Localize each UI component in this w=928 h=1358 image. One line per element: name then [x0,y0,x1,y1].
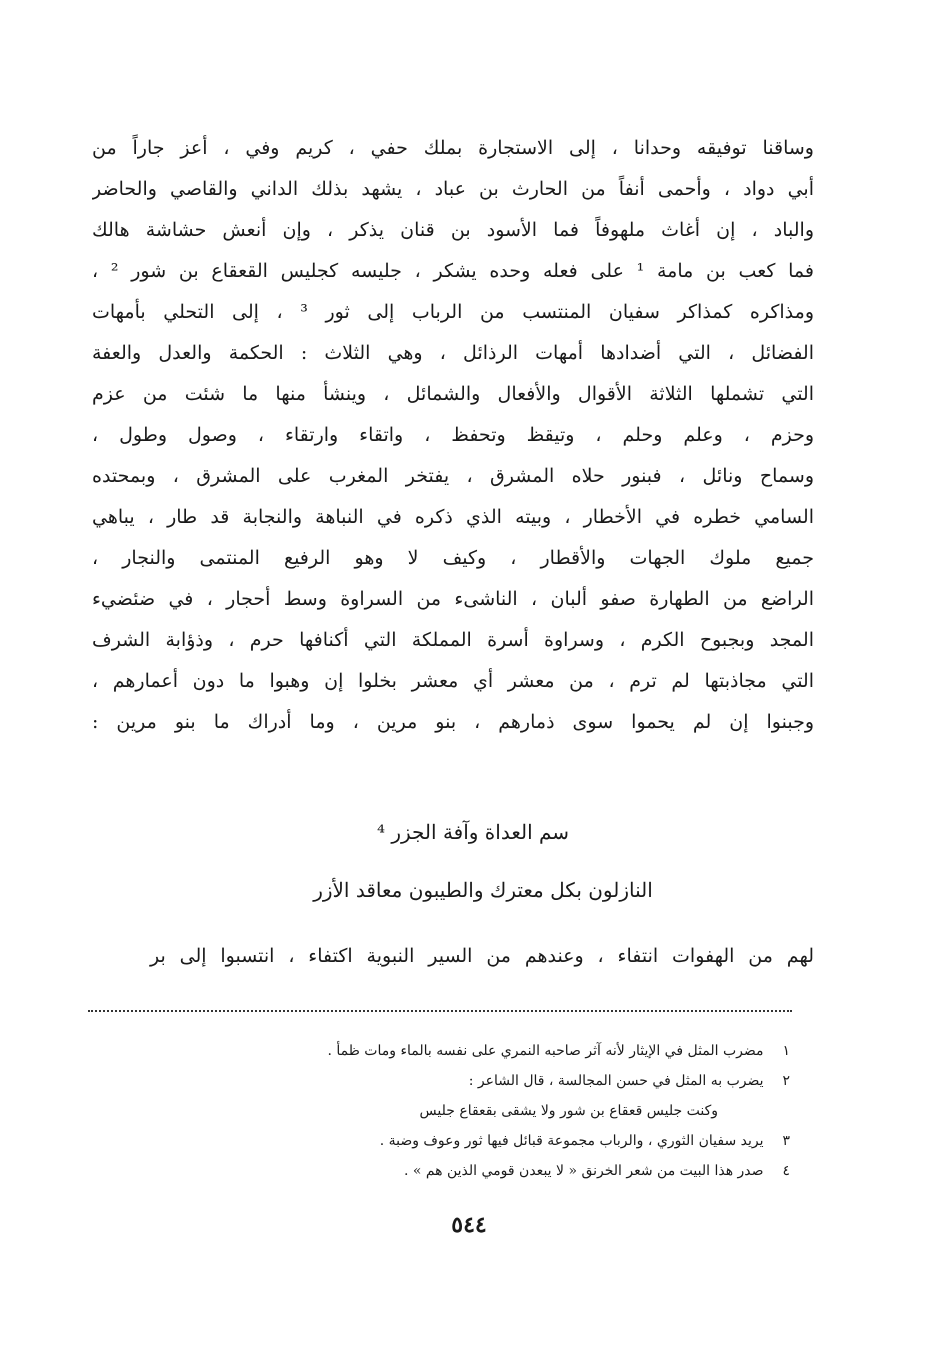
footnote-2 [150,1066,790,1096]
footnote-number: ٣ [782,1133,790,1149]
footnote-1 [150,1036,790,1066]
text-line: التي مجاذبتها لم ترم ، من معشر أي معشر بخلوا إن وهبوا ما دون أعمارهم ، [92,670,814,692]
text-line: التي تشملها الثلاثة الأقوال والأفعال والشمائل ، وينشأ منها ما شئت من عزم [92,383,814,405]
verse-line-2: النازلون بكل معترك والطيبون معاقد الأزر [313,878,653,902]
footnote-2-poem [150,1096,790,1126]
verse-line-1: سم العداة وآفة الجزر ⁴ [376,820,570,844]
text-line: وحزم ، وعلم وحلم ، وتيقظ وتحفظ ، واتقاء وارتقاء ، وصول وطول ، [92,424,814,446]
footnote-number: ٤ [782,1163,790,1179]
page-number-text: ٥٤٤ [451,1212,487,1238]
text-line: المجد وبجبوح الكرم ، وسراوة أسرة المملكة التي أكنافها حرم ، وذؤابة الشرف [92,629,814,651]
footnote-number: ١ [782,1043,790,1059]
text-line: وسماح ونائل ، فبنور حلاه المشرق ، يفتخر المغرب على المشرق ، وبمحتده [92,465,814,487]
footnote-4 [150,1156,790,1186]
footnote-number: ٢ [782,1073,790,1089]
footnote-separator [88,1010,792,1012]
footnote-3 [150,1126,790,1156]
text-line: وساقنا توفيقه وحدانا ، إلى الاستجارة بملك حفي ، كريم وفي ، أعز جاراً من [92,137,814,159]
text-line: أبي دواد ، وأحمى أنفاً من الحارث بن عباد ، يشهد بذلك الداني والقاصي والحاضر [92,178,814,200]
footnote-text: صدر هذا البيت من شعر الخرنق « لا يبعدن قومي الذين هم » . [403,1163,764,1179]
text-line-after-verse: لهم من الهفوات انتفاء ، وعندهم من السير النبوية اكتفاء ، انتسبوا إلى بر [150,945,814,967]
text-line: الفضائل ، التي أضدادها أمهات الرذائل ، وهي الثلاث : الحكمة والعدل والعفة [92,342,814,364]
footnote-poem-text: وكنت جليس قعقاع بن شور ولا يشقى بقعقاع جليس [419,1103,718,1119]
text-line: ومذاكره كمذاكر سفيان المنتسب من الرباب إلى ثور ³ ، إلى التحلي بأمهات [92,301,814,323]
text-line: السامي خطره في الأخطار ، وبيته الذي ذكره في النباهة والنجابة قد طار ، يباهي [92,506,814,528]
page-number [0,1212,928,1238]
footnote-text: يريد سفيان الثوري ، والرباب مجموعة قبائل فيها ثور وعوف وضبة . [379,1133,764,1149]
footnotes [150,1036,790,1186]
text-line: الراضع من الطهارة صفو ألبان ، الناشىء من السراوة وسط أحجار ، في ضئضيء [92,588,814,610]
text-line: وجبنوا إن لم يحموا سوى ذمارهم ، بنو مرين ، وما أدراك ما بنو مرين : [92,711,814,733]
main-text [92,128,814,743]
footnote-text: يضرب به المثل في حسن المجالسة ، قال الشاعر : [468,1073,764,1089]
text-line: جميع ملوك الجهات والأقطار ، وكيف لا وهو الرفيع المنتمى والنجار ، [92,547,814,569]
text-line: والباد ، إن أغاث ملهوفاً فما الأسود بن قنان يذكر ، وإن أنعش حشاشة هالك [92,219,814,241]
footnote-text: مضرب المثل في الإيثار لأنه آثر صاحبه النمري على نفسه بالماء ومات ظمأ . [327,1043,764,1059]
text-line: فما كعب بن مامة ¹ على فعله وحده يشكر ، جليسه كجليس القعقاع بن شور ² ، [92,260,814,282]
